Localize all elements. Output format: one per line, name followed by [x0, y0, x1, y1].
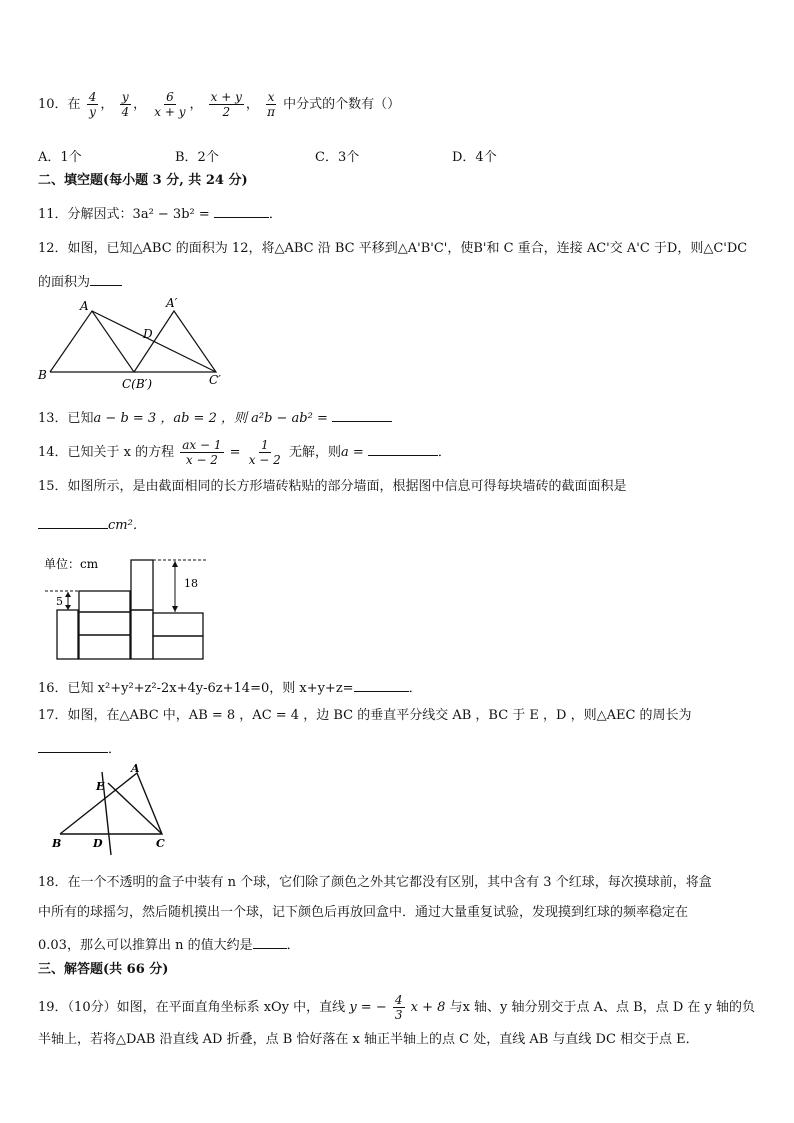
q17-label-e: E	[96, 780, 105, 793]
q13-line: 13．已知a − b = 3 ，ab = 2 ，则 a²b − ab² =	[38, 407, 392, 428]
q12-figure	[36, 294, 226, 392]
q18-line3: 0.03，那么可以推算出 n 的值大约是 ．	[38, 934, 300, 955]
q17-label-b: B	[52, 837, 62, 850]
q10-frac-2: $\frac{y}{4}$	[121, 90, 130, 119]
q10-frac-1: $\frac{4}{y}$	[88, 90, 97, 119]
q17-line1: 17．如图，在△ABC 中，AB = 8 ，AC = 4 ，边 BC 的垂直平分线交 AB ，BC 于 E ，D ，则△AEC 的周长为	[38, 708, 692, 723]
q12-line2: 的面积为	[38, 271, 122, 292]
q15-blank	[38, 514, 108, 529]
q17-blank	[38, 738, 108, 753]
q13-blank	[332, 407, 392, 422]
q17-label-c: C	[156, 837, 165, 850]
q12-label-a-prime: A′	[166, 296, 178, 310]
section3-heading: 三、解答题(共 66 分)	[38, 962, 169, 977]
q15-height-5: 5	[56, 595, 63, 608]
q19-line2: 半轴上，若将△DAB 沿直线 AD 折叠，点 B 恰好落在 x 轴正半轴上的点 C 处，直线 AB 与直线 DC 相交于点 E．	[38, 1032, 699, 1047]
q17-line2: ．	[38, 738, 121, 759]
q12-label-d: D	[143, 327, 153, 341]
section2-heading: 二、填空题(每小题 3 分, 共 24 分)	[38, 173, 248, 188]
q17-label-a: A	[131, 762, 140, 775]
q17-label-d: D	[93, 837, 103, 850]
q15-figure	[38, 552, 218, 662]
q12-label-c: C(B′)	[122, 377, 153, 391]
q10-line: 10．在 $\frac{4}{y}$ ， $\frac{y}{4}$ ， $\frac{6}{x + y}$ ， $\frac{x + y}{2}$ ， $\frac{x}{\pi}$ 中分式的个数有（）	[38, 90, 401, 119]
q16-line: 16．已知 x²+y²+z²-2x+4y-6z+14=0，则 x+y+z= ．	[38, 677, 422, 698]
q17-figure	[48, 762, 178, 860]
q10-option-c: C．3个	[315, 150, 360, 165]
q10-suffix: 中分式的个数有（）	[283, 97, 401, 112]
q11-text: 11．分解因式：3a² − 3b² =	[38, 207, 210, 222]
q10-option-a: A．1个	[38, 150, 82, 165]
q12-blank	[90, 271, 122, 286]
q14-blank	[368, 441, 438, 456]
q10-frac-5: $\frac{x}{\pi}$	[267, 90, 275, 119]
q12-line1: 12．如图，已知△ABC 的面积为 12，将△ABC 沿 BC 平移到△A'B'C'，使B'和 C 重合，连接 AC'交 A'C 于D，则△C'DC	[38, 241, 748, 256]
q10-option-b: B．2个	[175, 150, 219, 165]
q14-frac-2: $\frac{1}{x - 2}$	[248, 438, 281, 467]
q10-prefix: 10．在	[38, 97, 81, 112]
q16-blank	[354, 677, 409, 692]
q15-line2: cm²．	[38, 514, 146, 535]
q14-frac-1: $\frac{ax - 1}{x - 2}$	[182, 438, 222, 467]
q18-line2: 中所有的球摇匀，然后随机摸出一个球，记下颜色后再放回盒中．通过大量重复试验，发现摸到红球的频率稳定在	[38, 905, 689, 920]
q15-height-18: 18	[184, 577, 198, 590]
q15-line1: 15．如图所示，是由截面相同的长方形墙砖粘贴的部分墙面，根据图中信息可得每块墙砖的截面面积是	[38, 479, 627, 494]
q11-blank	[214, 203, 269, 218]
q10-frac-3: $\frac{6}{x + y}$	[154, 90, 186, 119]
q12-label-c-prime: C′	[209, 373, 221, 387]
q10-option-d: D．4个	[452, 150, 497, 165]
q18-line1: 18．在一个不透明的盒子中装有 n 个球，它们除了颜色之外其它都没有区别，其中含有 3 个红球，每次摸球前，将盒	[38, 875, 712, 890]
q19-frac: $\frac{4}{3}$	[394, 993, 403, 1022]
q12-label-a: A	[80, 299, 89, 313]
q11-line: 11．分解因式：3a² − 3b² = ．	[38, 203, 282, 224]
q19-line1: 19．（10分）如图，在平面直角坐标系 xOy 中，直线 y = − $\frac{4}{3}$ x + 8 与x 轴、y 轴分别交于点 A、点 B，点 D 在 y 轴的负	[38, 993, 756, 1022]
q13-expression: a − b = 3 ，ab = 2 ，则 a²b − ab² =	[93, 411, 328, 426]
q15-unit-label: 单位：cm	[44, 557, 99, 571]
q14-line: 14．已知关于 x 的方程 $\frac{ax - 1}{x - 2}$ = $\frac{1}{x - 2}$ 无解，则a = ．	[38, 438, 451, 467]
q18-blank	[253, 934, 287, 949]
q12-label-b: B	[38, 368, 47, 382]
q10-frac-4: $\frac{x + y}{2}$	[210, 90, 242, 119]
